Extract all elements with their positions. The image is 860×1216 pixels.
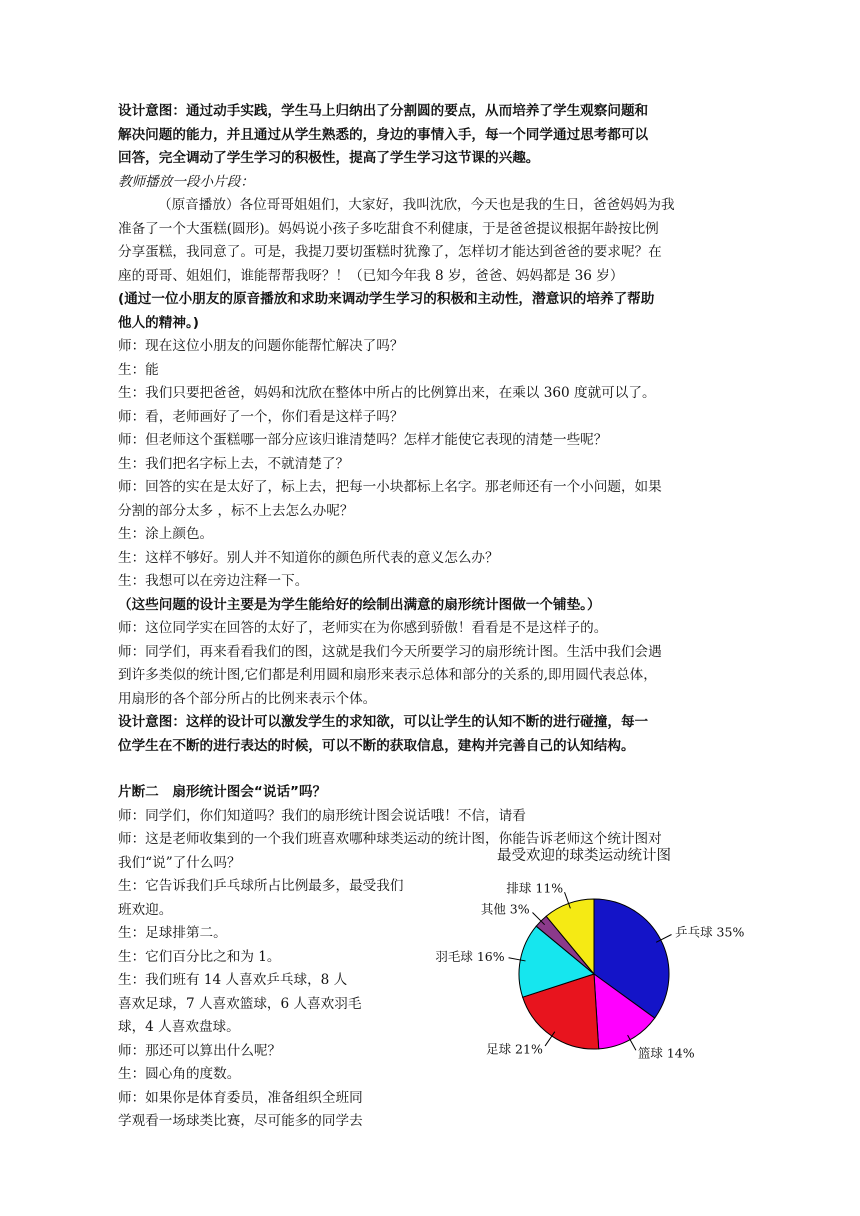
left-column-line: 师：那还可以算出什么呢？ <box>118 1042 282 1059</box>
audio-line: 准备了一个大蛋糕(圆形)。妈妈说小孩子多吃甜食不利健康，于是爸爸提议根据年龄按比例 <box>118 220 659 237</box>
design-intent-3-line: 设计意图：这样的设计可以激发学生的求知欲，可以让学生的认知不断的进行碰撞，每一 <box>118 714 649 730</box>
dialogue-line: 师：现在这位小朋友的问题你能帮忙解决了吗？ <box>118 338 404 354</box>
dialogue-line: 生：我们把名字标上去，不就清楚了？ <box>118 455 350 472</box>
design-intent-1-line: 设计意图：通过动手实践，学生马上归纳出了分割圆的要点，从而培养了学生观察问题和 <box>118 103 649 119</box>
left-column-line: 生：圆心角的度数。 <box>118 1066 241 1082</box>
pie-chart-svg <box>414 842 754 1072</box>
chart-title: 最受欢迎的球类运动统计图 <box>497 848 671 864</box>
slice-label: 羽毛球 16% <box>435 948 505 964</box>
audio-line: 分享蛋糕，我同意了。可是，我提刀要切蛋糕时犹豫了，怎样切才能达到爸爸的要求呢？在 <box>118 244 662 260</box>
left-column-line: 生：足球排第二。 <box>118 925 227 941</box>
dialogue-line: 师：但老师这个蛋糕哪一部分应该归谁清楚吗？怎样才能使它表现的清楚一些呢？ <box>118 432 608 448</box>
dialogue-line: 生：我想可以在旁边注释一下。 <box>118 573 309 589</box>
left-column-line: 生：我们班有 14 人喜欢乒乓球，8 人 <box>118 972 348 988</box>
dialogue-line: 师：这位同学实在回答的太好了，老师实在为你感到骄傲！看看是不是这样子的。 <box>118 620 608 636</box>
slice-label: 篮球 14% <box>637 1045 695 1061</box>
teacher-plays-note: 教师播放一段小片段： <box>118 173 254 190</box>
dialogue-line: 师：回答的实在是太好了，标上去，把每一小块都标上名字。那老师还有一个小问题，如果 <box>118 479 662 495</box>
dialogue-line: 用扇形的各个部分所占的比例来表示个体。 <box>118 690 377 707</box>
audio-note-line: (通过一位小朋友的原音播放和求助来调动学生学习的积极和主动性，潜意识的培养了帮助 <box>118 291 655 307</box>
left-column-line: 生：它们百分比之和为 1。 <box>118 948 281 965</box>
dialogue-line: 生：我们只要把爸爸，妈妈和沈欣在整体中所占的比例算出来，在乘以 360 度就可以了。 <box>118 385 656 401</box>
dialogue-line: 到许多类似的统计图,它们都是利用圆和扇形来表示总体和部分的关系的,即用圆代表总体， <box>118 667 657 683</box>
intro-line: 我们“说”了什么吗？ <box>118 854 241 871</box>
left-column-line: 班欢迎。 <box>118 901 173 918</box>
left-column-line: 师：如果你是体育委员，准备组织全班同 <box>118 1089 363 1106</box>
slice-label: 其他 3% <box>480 901 530 917</box>
audio-line: 座的哥哥、姐姐们，谁能帮帮我呀？！（已知今年我 8 岁，爸爸、妈妈都是 36 岁） <box>118 267 624 284</box>
intro-line: 师：同学们，你们知道吗？我们的扇形统计图会说话哦！不信，请看 <box>118 807 526 824</box>
design-intent-1-line: 解决问题的能力，并且通过从学生熟悉的，身边的事情入手，每一个同学通过思考都可以 <box>118 126 649 143</box>
dialogue-line: 生：涂上颜色。 <box>118 526 214 542</box>
design-intent-3-line: 位学生在不断的进行表达的时候，可以不断的获取信息，建构并完善自己的认知结构。 <box>118 737 635 754</box>
intro-line: 师：这是老师收集到的一个我们班喜欢哪种球类运动的统计图，你能告诉老师这个统计图对 <box>118 831 662 847</box>
slice-label: 足球 21% <box>486 1041 543 1057</box>
paragraph-gap <box>118 758 744 781</box>
slice-label: 乒乓球 35% <box>675 924 745 940</box>
slice-label: 排球 11% <box>506 880 564 896</box>
dialogue-line: 师：同学们，再来看看我们的图，这就是我们今天所要学习的扇形统计图。生活中我们会遇 <box>118 643 662 660</box>
dialogue-line: 师：看，老师画好了一个，你们看是这样子吗？ <box>118 408 404 425</box>
dialogue-line: 分割的部分太多 ，标不上去怎么办呢？ <box>118 502 354 519</box>
left-column-line: 学观看一场球类比赛，尽可能多的同学去 <box>118 1113 363 1129</box>
dialogue-line: 生：能 <box>118 361 159 378</box>
left-column-line: 喜欢足球，7 人喜欢篮球，6 人喜欢羽毛 <box>118 995 362 1012</box>
design-intent-1-line: 回答，完全调动了学生学习的积极性，提高了学生学习这节课的兴趣。 <box>118 150 540 166</box>
left-column-line: 球，4 人喜欢盘球。 <box>118 1019 240 1035</box>
section-heading: 片断二 扇形统计图会“说话”吗？ <box>118 784 327 800</box>
audio-line: （原音播放）各位哥哥姐姐们，大家好，我叫沈欣，今天也是我的生日，爸爸妈妈为我 <box>158 197 675 213</box>
audio-note-line: 他人的精神。) <box>118 314 199 331</box>
design-note-2: （这些问题的设计主要是为学生能给好的绘制出满意的扇形统计图做一个铺垫。） <box>118 596 601 613</box>
left-column <box>118 875 463 1134</box>
left-column-line: 生：它告诉我们乒乓球所占比例最多，最受我们 <box>118 878 404 894</box>
pie-chart <box>414 842 754 1072</box>
dialogue-line: 生：这样不够好。别人并不知道你的颜色所代表的意义怎么办？ <box>118 549 499 566</box>
